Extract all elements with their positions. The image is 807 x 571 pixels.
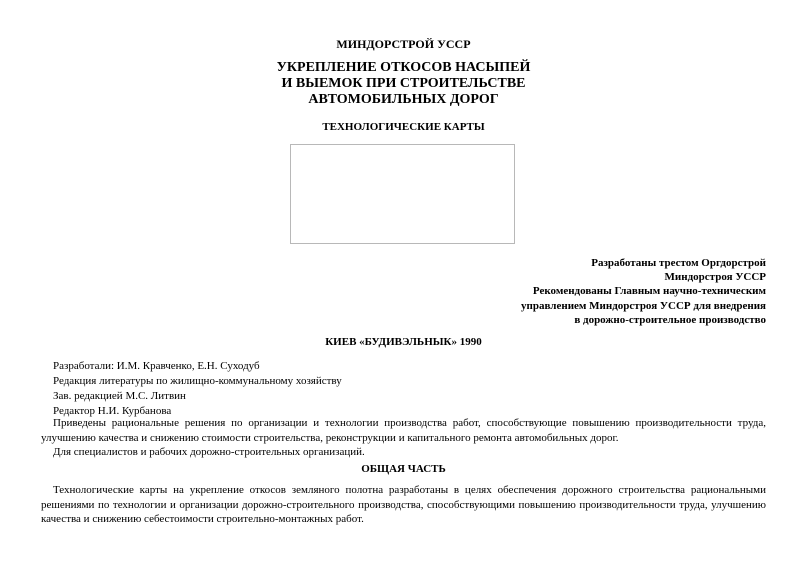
cover-image-placeholder [290, 144, 515, 244]
staff-line: Разработали: И.М. Кравченко, Е.Н. Суходуб [53, 360, 260, 372]
credits-line: в дорожно-строительное производство [574, 313, 766, 326]
audience-paragraph: Для специалистов и рабочих дорожно-строительных организаций. [53, 446, 365, 458]
publisher-line: КИЕВ «БУДИВЭЛЬНЫК» 1990 [325, 336, 482, 348]
section-heading: ОБЩАЯ ЧАСТЬ [361, 463, 446, 475]
credits-line: Миндорстроя УССР [664, 271, 766, 284]
staff-list [53, 359, 342, 419]
document-title [0, 60, 807, 108]
intro-paragraph: Технологические карты на укрепление откосов земляного полотна разработаны в целях обеспечения дорожного строительства рациональными решениями по технологии и организации дорожно-строительного производства, способствующими повышению производительности труда, улучшению качества и снижению себестоимости строительно-монтажных работ. [41, 484, 766, 525]
credits-line: управлением Миндорстроя УССР для внедрения [521, 299, 766, 312]
ministry-name: МИНДОРСТРОЙ УССР [336, 37, 471, 51]
staff-line: Редактор Н.И. Курбанова [53, 405, 172, 417]
abstract-paragraph: Приведены рациональные решения по организации и технологии производства работ, способствующие повышению производительности труда, улучшению качества и снижению стоимости строительства, реконструкции и капитального ремонта автомобильных дорог. [41, 417, 766, 444]
title-line: УКРЕПЛЕНИЕ ОТКОСОВ НАСЫПЕЙ [276, 60, 531, 75]
credits-block [521, 256, 766, 327]
document-subtitle: ТЕХНОЛОГИЧЕСКИЕ КАРТЫ [322, 121, 485, 133]
staff-line: Зав. редакцией М.С. Литвин [53, 390, 186, 402]
credits-line: Разработаны трестом Оргдорстрой [591, 257, 766, 269]
credits-line: Рекомендованы Главным научно-техническим [532, 285, 766, 298]
staff-line: Редакция литературы по жилищно-коммунальному хозяйству [53, 375, 342, 387]
title-line: АВТОМОБИЛЬНЫХ ДОРОГ [308, 92, 499, 107]
title-line: И ВЫЕМОК ПРИ СТРОИТЕЛЬСТВЕ [281, 76, 526, 91]
